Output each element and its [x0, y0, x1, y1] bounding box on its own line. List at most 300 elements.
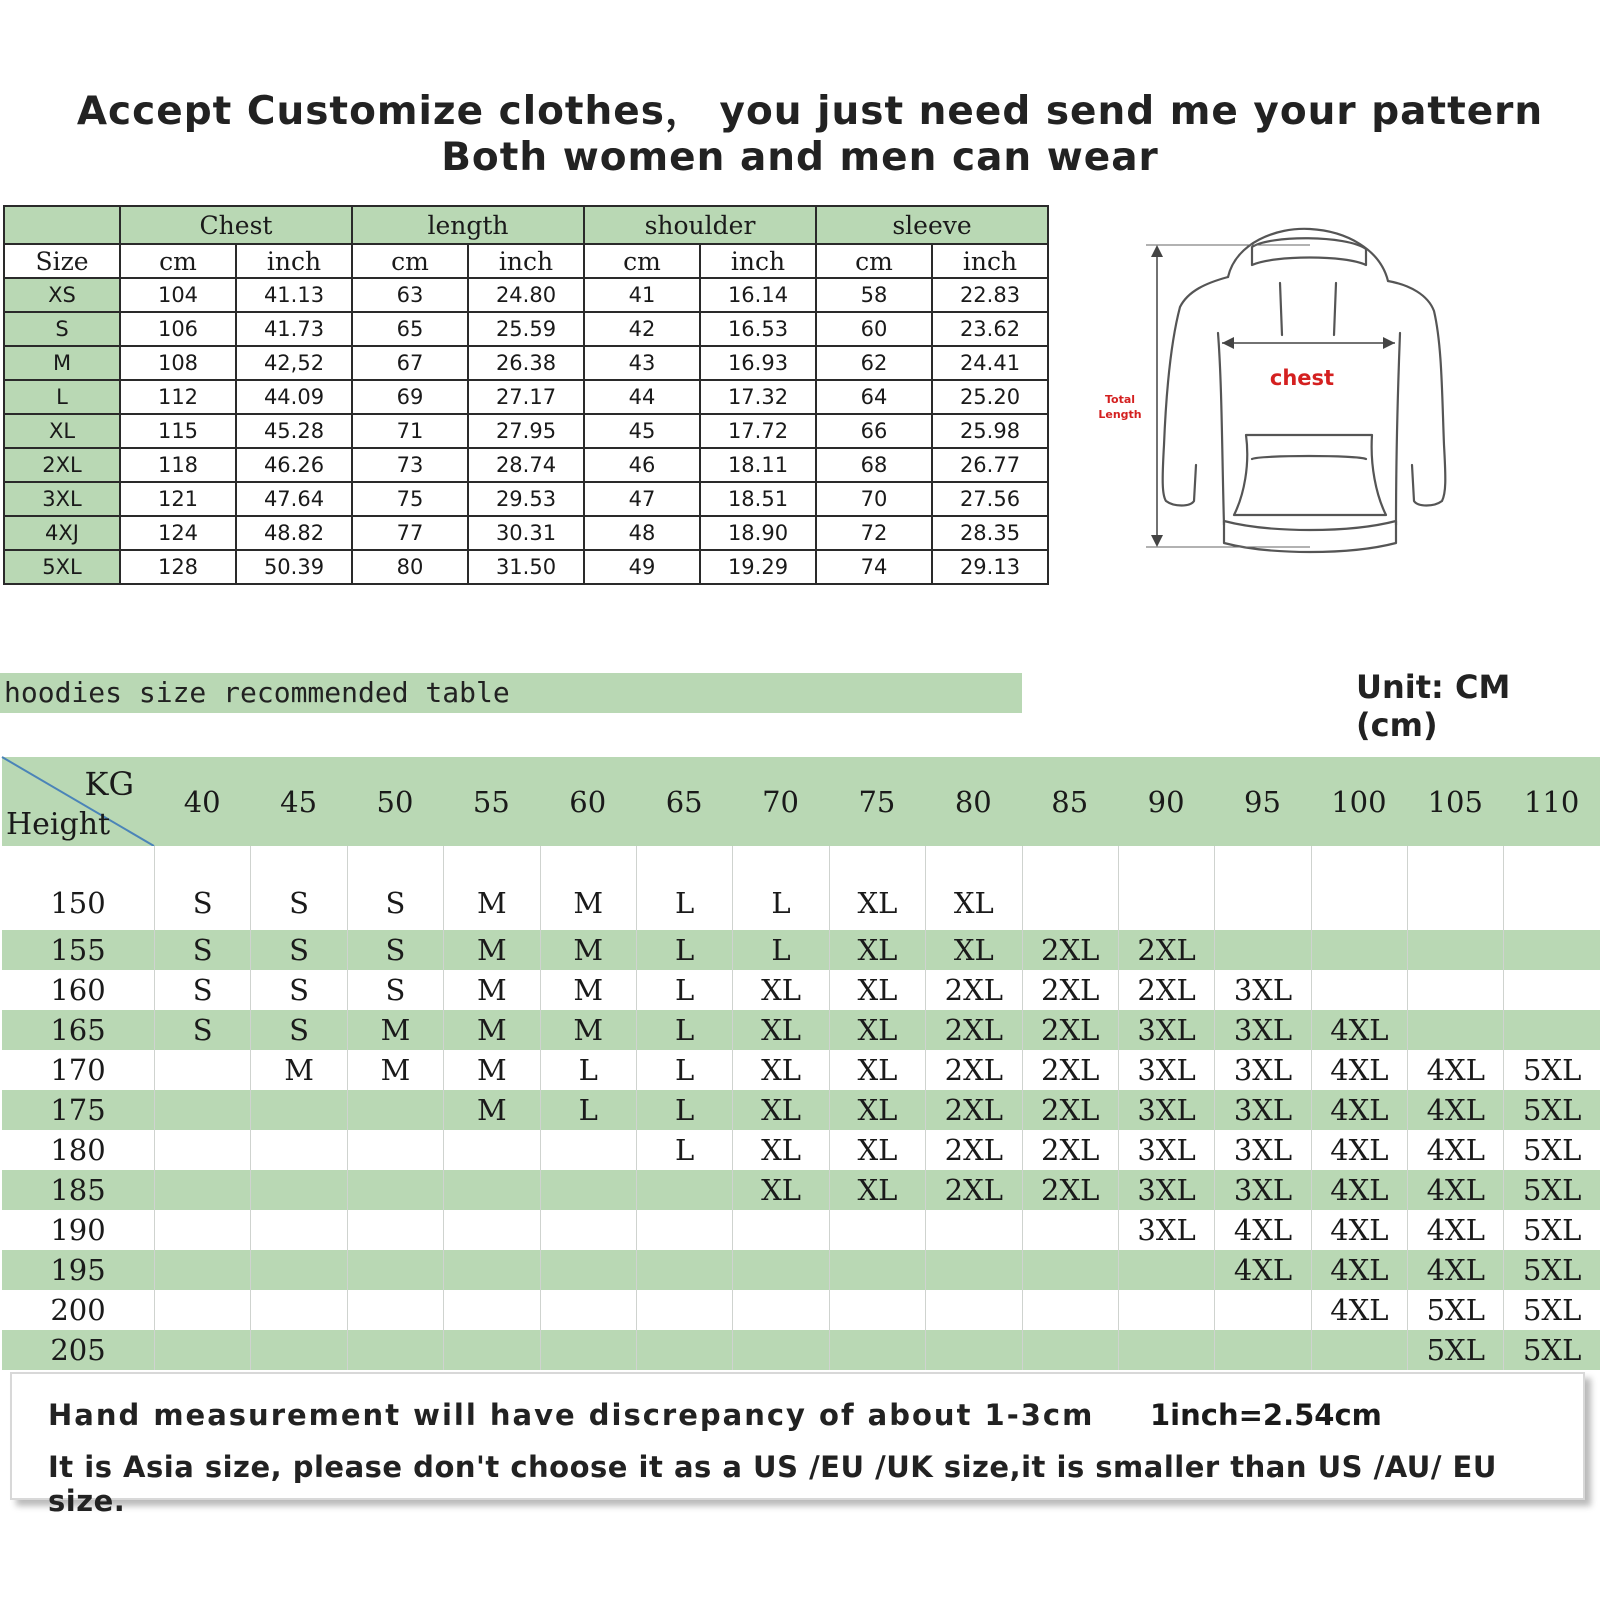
size-cell — [925, 1330, 1021, 1370]
size-cell — [250, 1090, 346, 1130]
headline-unisex: Both women and men can wear — [441, 135, 1159, 180]
size-table-body — [4, 278, 1048, 584]
value-cell: 63 — [352, 278, 468, 312]
size-cell: 5XL — [1503, 1090, 1599, 1130]
size-cell: M — [443, 1050, 539, 1090]
size-cell: 5XL — [1503, 1170, 1599, 1210]
value-cell: 41.13 — [236, 278, 352, 312]
weight-header: 55 — [472, 784, 510, 819]
size-cell — [443, 1290, 539, 1330]
value-cell: 30.31 — [468, 516, 584, 550]
size-cell: XL — [732, 1010, 828, 1050]
height-cell: 190 — [50, 1213, 106, 1247]
size-cell: L — [636, 1010, 732, 1050]
value-cell: 17.72 — [700, 414, 816, 448]
size-cell: 2XL — [1022, 1010, 1118, 1050]
size-cell — [1311, 970, 1407, 1010]
value-cell: 67 — [352, 346, 468, 380]
size-cell: M — [540, 930, 636, 970]
size-header: Size — [4, 244, 120, 278]
size-cell — [347, 1250, 443, 1290]
height-cell: 165 — [50, 1013, 106, 1047]
size-cell: XL — [829, 1170, 925, 1210]
size-cell: 4XL — [1311, 1210, 1407, 1250]
size-cell: M — [443, 970, 539, 1010]
table-row — [4, 346, 1048, 380]
size-cell: 4XL — [1214, 1210, 1310, 1250]
size-cell — [250, 1130, 346, 1170]
size-cell: 2XL — [925, 1050, 1021, 1090]
size-cell: 4XL — [1407, 1130, 1503, 1170]
size-cell — [347, 1210, 443, 1250]
size-cell: 5XL — [1503, 1290, 1599, 1330]
size-cell — [732, 1290, 828, 1330]
size-cell: XL — [925, 846, 1021, 930]
size-cell: 5XL — [1503, 1250, 1599, 1290]
size-cell: XL — [829, 846, 925, 930]
size-cell: 2XL — [925, 970, 1021, 1010]
size-cell — [636, 1170, 732, 1210]
value-cell: 124 — [120, 516, 236, 550]
size-cell — [1407, 846, 1503, 930]
size-cell: XL — [829, 1010, 925, 1050]
value-cell: 62 — [816, 346, 932, 380]
size-cell — [154, 1330, 250, 1370]
size-cell — [540, 1130, 636, 1170]
group-chest: Chest — [120, 206, 352, 244]
value-cell: 19.29 — [700, 550, 816, 584]
size-cell: 3XL — [1118, 1050, 1214, 1090]
size-cell — [1503, 970, 1599, 1010]
weight-header-row — [2, 757, 1600, 846]
size-cell: 5XL — [1503, 1130, 1599, 1170]
size-cell: 5XL — [1503, 1330, 1599, 1370]
value-cell: 26.38 — [468, 346, 584, 380]
weight-header: 75 — [858, 784, 896, 819]
size-cell: 3XL — [1214, 1050, 1310, 1090]
size-cell: M — [540, 970, 636, 1010]
size-cell — [540, 1290, 636, 1330]
size-cell — [347, 1330, 443, 1370]
value-cell: 69 — [352, 380, 468, 414]
value-cell: 73 — [352, 448, 468, 482]
weight-header: 95 — [1244, 784, 1281, 819]
size-cell — [1407, 970, 1503, 1010]
size-cell: 3XL — [1214, 1130, 1310, 1170]
value-cell: 29.53 — [468, 482, 584, 516]
size-cell — [829, 1210, 925, 1250]
unit-header: cm — [816, 244, 932, 278]
conversion-note: 1inch=2.54cm — [1150, 1398, 1382, 1432]
length-label: Length — [1098, 408, 1142, 421]
size-cell: 4XL — [1311, 1290, 1407, 1330]
size-cell — [732, 1250, 828, 1290]
size-cell — [250, 1330, 346, 1370]
size-cell: 3XL — [4, 482, 120, 516]
size-cell — [1407, 1010, 1503, 1050]
size-cell: 2XL — [1022, 970, 1118, 1010]
size-cell: S — [347, 930, 443, 970]
size-cell — [1311, 846, 1407, 930]
size-cell: 2XL — [1022, 930, 1118, 970]
height-cell: 185 — [50, 1173, 106, 1207]
value-cell: 49 — [584, 550, 700, 584]
table-row — [4, 448, 1048, 482]
size-cell — [1214, 1290, 1310, 1330]
value-cell: 28.35 — [932, 516, 1048, 550]
size-cell: M — [4, 346, 120, 380]
value-cell: 16.93 — [700, 346, 816, 380]
size-cell: 3XL — [1214, 1170, 1310, 1210]
value-cell: 47.64 — [236, 482, 352, 516]
size-cell: S — [4, 312, 120, 346]
table-row — [2, 1290, 1600, 1330]
size-cell: M — [443, 1010, 539, 1050]
table-corner — [2, 757, 154, 846]
size-cell: 3XL — [1118, 1170, 1214, 1210]
size-cell: XL — [732, 1130, 828, 1170]
value-cell: 41.73 — [236, 312, 352, 346]
value-cell: 25.59 — [468, 312, 584, 346]
table-row — [2, 1170, 1600, 1210]
size-cell: 3XL — [1118, 1210, 1214, 1250]
size-cell: 3XL — [1214, 1010, 1310, 1050]
table-row — [4, 550, 1048, 584]
size-cell — [732, 1330, 828, 1370]
size-cell — [443, 1330, 539, 1370]
size-cell: 2XL — [1022, 1090, 1118, 1130]
asia-size-note: It is Asia size, please don't choose it as a US /EU /UK size,it is smaller than US /AU/ EU size. — [48, 1450, 1497, 1518]
size-cell — [1503, 846, 1599, 930]
value-cell: 71 — [352, 414, 468, 448]
size-cell: XL — [4, 414, 120, 448]
height-cell: 195 — [50, 1253, 106, 1287]
size-cell — [636, 1330, 732, 1370]
value-cell: 28.74 — [468, 448, 584, 482]
size-cell: 2XL — [1022, 1170, 1118, 1210]
weight-header: 85 — [1051, 784, 1089, 819]
value-cell: 106 — [120, 312, 236, 346]
size-cell: L — [732, 930, 828, 970]
size-cell: 4XL — [1407, 1170, 1503, 1210]
chest-arrow — [1222, 337, 1395, 349]
size-cell: XL — [829, 1130, 925, 1170]
size-cell: 5XL — [1503, 1050, 1599, 1090]
table-row — [2, 930, 1600, 970]
weight-header: 50 — [376, 784, 414, 819]
value-cell: 22.83 — [932, 278, 1048, 312]
value-cell: 44.09 — [236, 380, 352, 414]
size-cell: 4XL — [1407, 1250, 1503, 1290]
measurement-note: Hand measurement will have discrepancy of about 1-3cm — [48, 1398, 1095, 1432]
value-cell: 45.28 — [236, 414, 352, 448]
size-cell — [1118, 1290, 1214, 1330]
weight-header: 45 — [280, 784, 318, 819]
size-cell — [154, 1250, 250, 1290]
size-cell: 2XL — [925, 1170, 1021, 1210]
value-cell: 24.80 — [468, 278, 584, 312]
size-cell — [1407, 930, 1503, 970]
size-cell — [1118, 1250, 1214, 1290]
weight-header: 90 — [1147, 784, 1185, 819]
size-cell — [1022, 846, 1118, 930]
size-cell: 4XL — [1214, 1250, 1310, 1290]
size-cell: L — [4, 380, 120, 414]
value-cell: 16.53 — [700, 312, 816, 346]
size-cell: 2XL — [4, 448, 120, 482]
table-row — [2, 1010, 1600, 1050]
size-cell: XS — [4, 278, 120, 312]
size-cell — [154, 1170, 250, 1210]
table-row — [4, 414, 1048, 448]
size-cell: S — [154, 1010, 250, 1050]
size-cell: XL — [829, 970, 925, 1010]
value-cell: 45 — [584, 414, 700, 448]
size-cell: 2XL — [1118, 930, 1214, 970]
size-cell: L — [636, 970, 732, 1010]
size-cell: XL — [732, 1090, 828, 1130]
value-cell: 18.90 — [700, 516, 816, 550]
height-cell: 160 — [50, 973, 106, 1007]
value-cell: 68 — [816, 448, 932, 482]
value-cell: 46.26 — [236, 448, 352, 482]
size-cell — [154, 1210, 250, 1250]
value-cell: 44 — [584, 380, 700, 414]
unit-header: inch — [700, 244, 816, 278]
size-cell: L — [540, 1050, 636, 1090]
size-cell: 2XL — [925, 1130, 1021, 1170]
value-cell: 75 — [352, 482, 468, 516]
size-cell: 4XL — [1311, 1050, 1407, 1090]
weight-header: 60 — [569, 784, 607, 819]
size-cell — [925, 1250, 1021, 1290]
weight-header: 100 — [1331, 784, 1387, 819]
size-cell: S — [154, 970, 250, 1010]
size-cell: S — [250, 1010, 346, 1050]
size-cell: 3XL — [1214, 1090, 1310, 1130]
kg-label: KG — [84, 765, 134, 803]
size-cell: L — [636, 1050, 732, 1090]
size-cell: 5XL — [1503, 1210, 1599, 1250]
value-cell: 121 — [120, 482, 236, 516]
size-cell — [1118, 846, 1214, 930]
table-row — [2, 1330, 1600, 1370]
group-sleeve: sleeve — [816, 206, 1048, 244]
height-cell: 155 — [50, 933, 106, 967]
value-cell: 66 — [816, 414, 932, 448]
value-cell: 80 — [352, 550, 468, 584]
size-cell — [250, 1210, 346, 1250]
size-cell: 4XL — [1407, 1090, 1503, 1130]
size-cell — [636, 1250, 732, 1290]
total-label: Total — [1104, 393, 1136, 406]
size-cell — [732, 1210, 828, 1250]
group-length: length — [352, 206, 584, 244]
size-cell: 3XL — [1118, 1130, 1214, 1170]
size-cell: M — [443, 1090, 539, 1130]
size-cell — [443, 1170, 539, 1210]
height-cell: 170 — [50, 1053, 106, 1087]
value-cell: 104 — [120, 278, 236, 312]
table-row — [4, 482, 1048, 516]
value-cell: 46 — [584, 448, 700, 482]
size-cell — [1214, 846, 1310, 930]
size-cell: S — [347, 846, 443, 930]
size-cell: L — [636, 846, 732, 930]
size-cell: 3XL — [1214, 970, 1310, 1010]
height-cell: 205 — [50, 1333, 106, 1367]
size-cell: 4XL — [1311, 1170, 1407, 1210]
size-cell — [347, 1170, 443, 1210]
size-cell — [1022, 1290, 1118, 1330]
size-cell — [1118, 1330, 1214, 1370]
size-cell: S — [154, 930, 250, 970]
size-cell — [443, 1250, 539, 1290]
size-cell — [829, 1290, 925, 1330]
value-cell: 27.17 — [468, 380, 584, 414]
value-cell: 70 — [816, 482, 932, 516]
height-cell: 175 — [50, 1093, 106, 1127]
size-cell: 4XL — [1311, 1130, 1407, 1170]
table-row — [4, 380, 1048, 414]
value-cell: 25.20 — [932, 380, 1048, 414]
size-cell — [347, 1090, 443, 1130]
value-cell: 128 — [120, 550, 236, 584]
size-cell: XL — [732, 970, 828, 1010]
size-cell — [1503, 1010, 1599, 1050]
table-row — [2, 1090, 1600, 1130]
size-cell: 5XL — [1407, 1330, 1503, 1370]
size-cell — [1311, 1330, 1407, 1370]
table-row — [4, 312, 1048, 346]
value-cell: 43 — [584, 346, 700, 380]
notes-box — [10, 1372, 1585, 1518]
size-cell — [925, 1290, 1021, 1330]
size-cell: 4XL — [1311, 1250, 1407, 1290]
size-cell — [636, 1210, 732, 1250]
value-cell: 16.14 — [700, 278, 816, 312]
value-cell: 48 — [584, 516, 700, 550]
size-cell: M — [540, 846, 636, 930]
value-cell: 74 — [816, 550, 932, 584]
size-cell — [636, 1290, 732, 1330]
size-measurement-table — [3, 205, 1049, 585]
value-cell: 27.56 — [932, 482, 1048, 516]
size-cell: S — [250, 970, 346, 1010]
size-cell: 2XL — [1118, 970, 1214, 1010]
size-cell: XL — [732, 1170, 828, 1210]
size-cell: S — [250, 930, 346, 970]
size-cell: XL — [829, 930, 925, 970]
size-cell — [540, 1210, 636, 1250]
table-row — [2, 1210, 1600, 1250]
headline-customize: Accept Customize clothes， you just need send me your pattern — [76, 89, 1544, 134]
size-cell: M — [347, 1010, 443, 1050]
hoodie-diagram — [1098, 225, 1470, 565]
unit-header: inch — [468, 244, 584, 278]
value-cell: 23.62 — [932, 312, 1048, 346]
size-cell: 4XL — [1407, 1050, 1503, 1090]
total-length-arrow — [1146, 245, 1310, 547]
size-cell: 2XL — [925, 1010, 1021, 1050]
size-cell — [829, 1330, 925, 1370]
size-cell: 3XL — [1118, 1010, 1214, 1050]
value-cell: 58 — [816, 278, 932, 312]
size-cell: M — [443, 930, 539, 970]
size-cell — [154, 1290, 250, 1330]
size-cell — [1503, 930, 1599, 970]
size-cell: 2XL — [1022, 1130, 1118, 1170]
table-row — [2, 1130, 1600, 1170]
size-cell: 5XL — [1407, 1290, 1503, 1330]
size-cell: L — [636, 1090, 732, 1130]
size-cell: XL — [732, 1050, 828, 1090]
unit-header: cm — [120, 244, 236, 278]
weight-header: 110 — [1523, 784, 1580, 819]
size-cell: 4XL — [1407, 1210, 1503, 1250]
size-cell: 2XL — [925, 1090, 1021, 1130]
height-label: Height — [6, 807, 111, 842]
height-cell: 200 — [50, 1293, 106, 1327]
value-cell: 50.39 — [236, 550, 352, 584]
weight-header: 40 — [183, 784, 221, 819]
table-row — [2, 970, 1600, 1010]
value-cell: 42,52 — [236, 346, 352, 380]
unit-note: Unit: CM (cm) — [1356, 668, 1511, 744]
value-cell: 48.82 — [236, 516, 352, 550]
height-cell: 150 — [50, 886, 106, 920]
value-cell: 72 — [816, 516, 932, 550]
value-cell: 112 — [120, 380, 236, 414]
size-cell — [540, 1250, 636, 1290]
table-corner — [4, 206, 120, 244]
unit-header: inch — [932, 244, 1048, 278]
value-cell: 31.50 — [468, 550, 584, 584]
size-cell: XL — [925, 930, 1021, 970]
size-cell: XL — [829, 1050, 925, 1090]
size-cell — [1022, 1210, 1118, 1250]
value-cell: 26.77 — [932, 448, 1048, 482]
unit-header: inch — [236, 244, 352, 278]
size-cell: S — [250, 846, 346, 930]
recommendation-table — [2, 757, 1600, 1370]
value-cell: 60 — [816, 312, 932, 346]
weight-header: 105 — [1427, 784, 1483, 819]
weight-header: 80 — [954, 784, 992, 819]
table-row — [4, 278, 1048, 312]
weight-header: 65 — [665, 784, 703, 819]
table-row — [2, 846, 1600, 930]
size-cell — [1214, 1330, 1310, 1370]
size-cell — [250, 1170, 346, 1210]
size-cell: M — [250, 1050, 346, 1090]
size-cell — [925, 1210, 1021, 1250]
value-cell: 29.13 — [932, 550, 1048, 584]
size-cell: 3XL — [1118, 1090, 1214, 1130]
size-cell — [443, 1210, 539, 1250]
value-cell: 118 — [120, 448, 236, 482]
value-cell: 115 — [120, 414, 236, 448]
value-cell: 47 — [584, 482, 700, 516]
value-cell: 108 — [120, 346, 236, 380]
value-cell: 64 — [816, 380, 932, 414]
value-cell: 25.98 — [932, 414, 1048, 448]
size-cell: 4XL — [1311, 1010, 1407, 1050]
value-cell: 27.95 — [468, 414, 584, 448]
table-row — [2, 1250, 1600, 1290]
size-cell — [250, 1250, 346, 1290]
size-cell — [1022, 1330, 1118, 1370]
